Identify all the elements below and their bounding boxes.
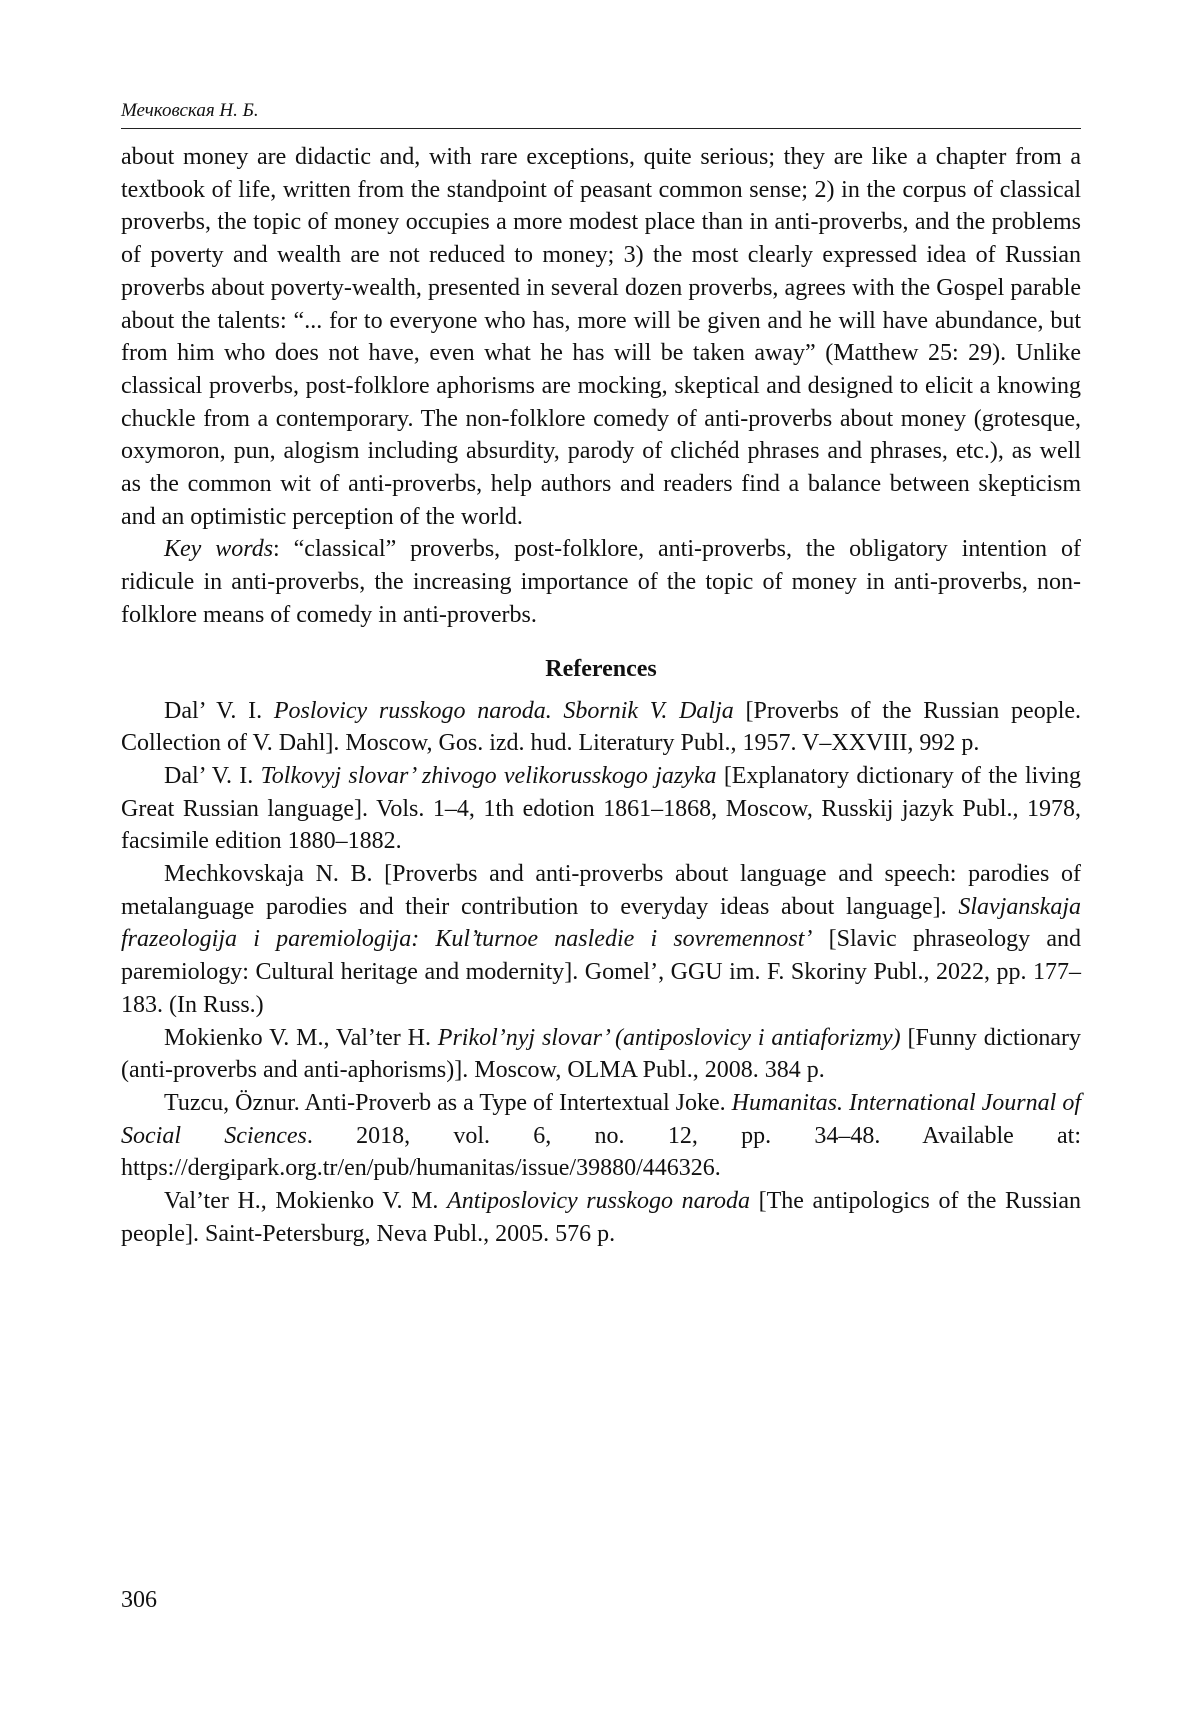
reference-item [121, 695, 1081, 760]
running-header: Мечковская Н. Б. [121, 100, 1081, 129]
reference-authors: Dal’ V. I. [164, 697, 274, 724]
reference-authors: Dal’ V. I. [164, 762, 261, 789]
reference-item [121, 1087, 1081, 1185]
reference-details: [Proverbs of the Russian people. Collection of V. Dahl]. Moscow, Gos. izd. hud. Literatury Publ., 1957. V–XXVIII, 992 p. [121, 697, 1082, 757]
reference-title: Prikol’nyj slovar’ (antiposlovicy i antiaforizmy) [437, 1024, 901, 1051]
abstract [121, 141, 1081, 632]
reference-authors: Val’ter H., Mokienko V. M. [164, 1188, 448, 1215]
reference-item [121, 858, 1081, 1022]
reference-item [121, 1185, 1081, 1250]
reference-title: Humanitas. International Journal of Social Sciences [121, 1089, 1081, 1149]
reference-item [121, 760, 1081, 858]
reference-item [121, 1022, 1081, 1087]
references-list [121, 695, 1081, 1251]
page-content [121, 100, 1081, 1251]
reference-details: [Slavic phraseology and paremiology: Cultural heritage and modernity]. Gomel’, GGU im. F. Skoriny Publ., 2022, pp. 177–183. (In Russ.) [121, 926, 1082, 1018]
reference-title: Tolkovyj slovar’ zhivogo velikorusskogo jazyka [260, 762, 717, 789]
keywords-text: : “classical” proverbs, post-folklore, anti-proverbs, the obligatory intention of ridicule in anti-proverbs, the increasing importance of the topic of money in anti-proverbs, non-folklore means of comedy in anti-proverbs. [121, 536, 1081, 628]
reference-title: Antiposlovicy russkogo naroda [447, 1188, 751, 1215]
abstract-continuation: about money are didactic and, with rare exceptions, quite serious; they are like a chapter from a textbook of life, written from the standpoint of peasant common sense; 2) in the corpus of classical proverbs, the topic of money occupies a more modest place than in anti-proverbs, and the problems of poverty and wealth are not reduced to money; 3) the most clearly expressed idea of Russian proverbs about poverty-wealth, presented in several dozen proverbs, agrees with the Gospel parable about the talents: “... for to everyone who has, more will be given and he will have abundance, but from him who does not have, even what he has will be taken away” (Matthew 25: 29). Unlike classical proverbs, post-folklore aphorisms are mocking, skeptical and designed to elicit a knowing chuckle from a contemporary. The non-folklore comedy of anti-proverbs about money (grotesque, oxymoron, pun, alogism including absurdity, parody of clichéd phrases and phrases, etc.), as well as the common wit of anti-proverbs, help authors and readers find a balance between skepticism and an optimistic perception of the world. [121, 144, 1081, 530]
references-title: References [545, 655, 657, 682]
reference-authors: Mokienko V. M., Val’ter H. [164, 1024, 438, 1051]
reference-authors: Tuzcu, Öznur. Anti-Proverb as a Type of Intertextual Joke. [164, 1089, 732, 1116]
reference-title: Poslovicy russkogo naroda. Sbornik V. Dalja [273, 697, 734, 724]
reference-title: Slavjanskaja frazeologija i paremiologija: Kul’turnoe nasledie i sovremennost’ [121, 893, 1081, 953]
reference-details: . 2018, vol. 6, no. 12, pp. 34–48. Available at: https://dergipark.org.tr/en/pub/humanitas/issue/39880/446326. [121, 1122, 1082, 1182]
keywords-label: Key words [164, 536, 274, 563]
page-number: 306 [121, 1587, 157, 1613]
reference-details: [Explanatory dictionary of the living Great Russian language]. Vols. 1–4, 1th edotion 1861–1868, Moscow, Russkij jazyk Publ., 1978, facsimile edition 1880–1882. [121, 762, 1081, 855]
keywords-paragraph [121, 533, 1081, 631]
reference-authors: Mechkovskaja N. B. [Proverbs and anti-proverbs about language and speech: parodies of metalanguage parodies and their contribution to everyday ideas about language]. [121, 861, 1081, 920]
reference-details: [Funny dictionary (anti-proverbs and anti-aphorisms)]. Moscow, OLMA Publ., 2008. 384 p. [121, 1024, 1082, 1084]
reference-details: [The antipologics of the Russian people]. Saint-Petersburg, Neva Publ., 2005. 576 p. [121, 1188, 1081, 1247]
